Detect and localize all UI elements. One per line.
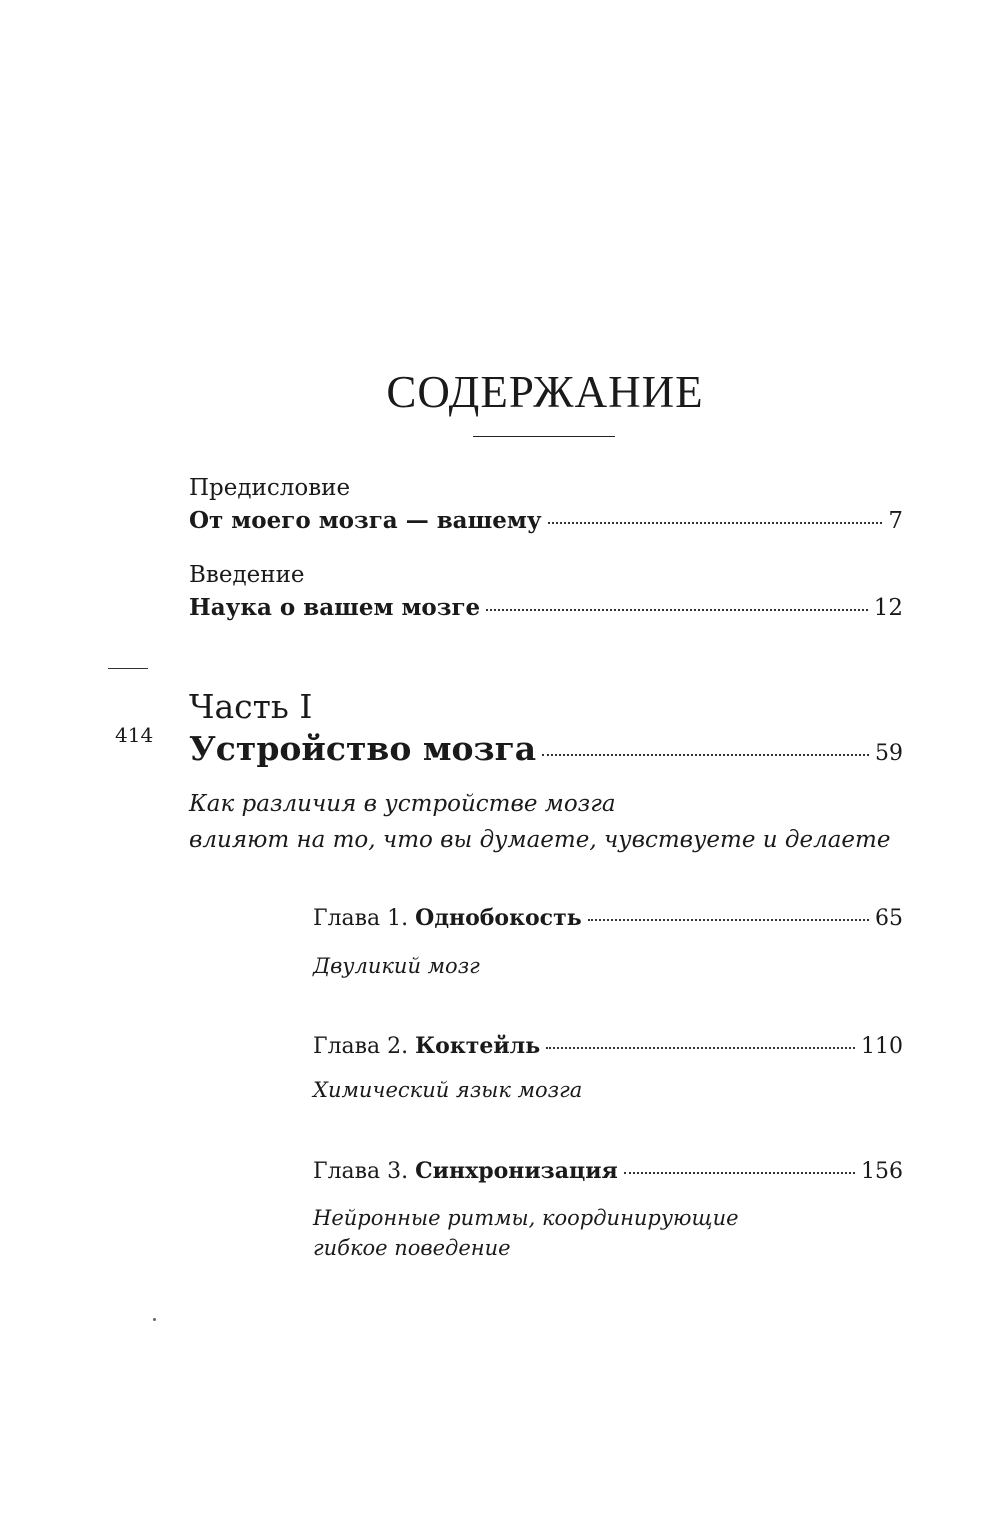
chapter-title: Однобокость [415,905,582,931]
chapter-subtitle-line: Химический язык мозга [313,1078,583,1102]
toc-entry-page: 7 [888,508,903,534]
part-label: Часть I [189,687,313,726]
chapter-subtitle-line: Нейронные ритмы, координирующие [313,1206,739,1230]
dot-leader [548,522,883,524]
chapter-page: 110 [861,1034,903,1059]
chapter-title: Синхронизация [415,1158,618,1184]
part-page: 59 [875,741,903,766]
chapter-page: 156 [861,1159,903,1184]
dot-leader [542,754,869,756]
part-subtitle-line: Как различия в устройстве мозга [189,791,616,817]
toc-entry-part-1[interactable] [189,726,903,777]
margin-dash [108,668,148,669]
toc-entry-chapter-3[interactable] [313,1155,903,1188]
chapter-page: 65 [875,906,903,931]
title-underline [473,436,615,437]
page-title: СОДЕРЖАНИЕ [386,367,704,417]
dot-leader [546,1047,855,1049]
chapter-subtitle-line: Двуликий мозг [313,954,480,978]
toc-entry-preface[interactable] [189,505,903,537]
toc-entry-title: Наука о вашем мозге [189,594,481,621]
chapter-subtitle [313,1203,903,1263]
part-subtitle-line: влияют на то, что вы думаете, чувствуете и делаете [189,827,891,853]
toc-entry-title: От моего мозга — вашему [189,507,542,534]
toc-entry-intro[interactable] [189,592,903,624]
toc-entry-page: 12 [873,595,903,621]
chapter-number: Глава 1. [313,906,409,931]
chapter-subtitle [313,951,903,981]
chapter-title: Коктейль [415,1033,541,1059]
chapter-number: Глава 3. [313,1159,409,1184]
preface-label: Предисловие [189,475,351,501]
chapter-subtitle-line: гибкое поведение [313,1236,511,1260]
toc-entry-chapter-1[interactable] [313,902,903,935]
dot-leader [624,1172,855,1174]
chapter-subtitle [313,1075,903,1105]
toc-entry-chapter-2[interactable] [313,1030,903,1063]
dot-leader [486,609,868,611]
chapter-number: Глава 2. [313,1034,409,1059]
intro-label: Введение [189,562,305,588]
print-speck [153,1318,156,1321]
part-title: Устройство мозга [189,729,537,768]
part-subtitle [189,786,909,858]
page-number: 414 [115,723,154,747]
dot-leader [588,919,869,921]
